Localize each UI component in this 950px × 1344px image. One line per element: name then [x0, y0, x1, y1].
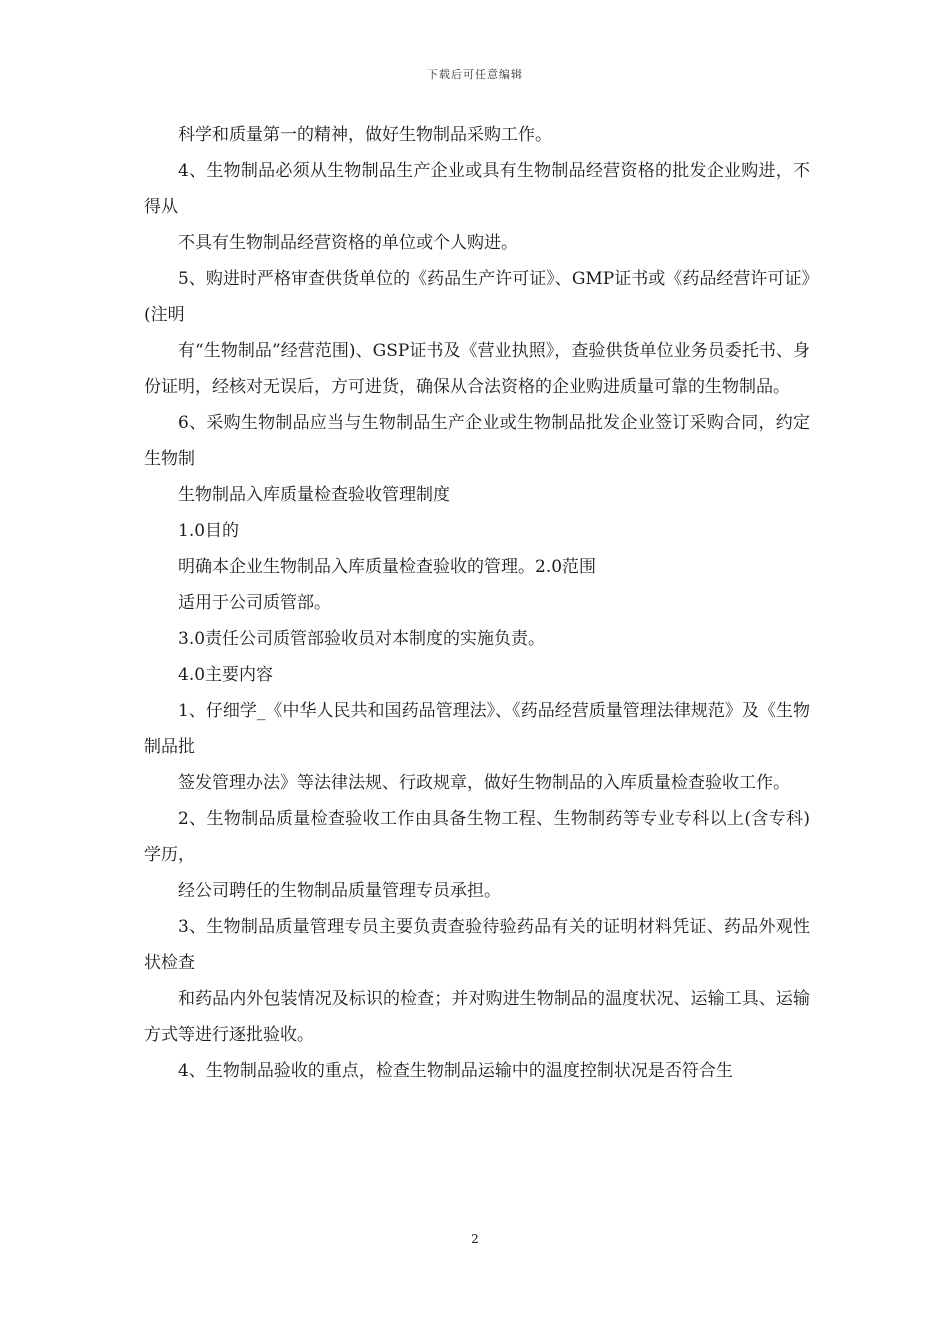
paragraph: 3.0责任公司质管部验收员对本制度的实施负责。: [178, 629, 546, 649]
paragraph: 经公司聘任的生物制品质量管理专员承担。: [178, 881, 501, 901]
paragraph: 和药品内外包装情况及标识的检查；并对购进生物制品的温度状况、运输工具、运输方式等进行逐批验收。: [144, 989, 810, 1045]
paragraph: 6、采购生物制品应当与生物制品生产企业或生物制品批发企业签订采购合同，约定生物制: [144, 413, 810, 469]
paragraph: 适用于公司质管部。: [178, 593, 331, 613]
page-number: 2: [471, 1232, 479, 1246]
section-heading: 4.0主要内容: [178, 665, 274, 685]
paragraph: 不具有生物制品经营资格的单位或个人购进。: [178, 233, 518, 253]
section-title: 生物制品入库质量检查验收管理制度: [178, 485, 450, 505]
paragraph: 1、仔细学_《中华人民共和国药品管理法》、《药品经营质量管理法律规范》及《生物制品批: [144, 701, 810, 757]
paragraph: 有“生物制品”经营范围)、GSP证书及《营业执照》，查验供货单位业务员委托书、身份证明，经核对无误后，方可进货，确保从合法资格的企业购进质量可靠的生物制品。: [144, 341, 810, 397]
section-heading: 1.0目的: [178, 521, 240, 541]
document-body: [144, 117, 810, 1089]
paragraph: 2、生物制品质量检查验收工作由具备生物工程、生物制药等专业专科以上(含专科)学历，: [144, 809, 810, 865]
paragraph: 签发管理办法》等法律法规、行政规章，做好生物制品的入库质量检查验收工作。: [178, 773, 790, 793]
paragraph: 3、生物制品质量管理专员主要负责查验待验药品有关的证明材料凭证、药品外观性状检查: [144, 917, 810, 973]
paragraph: 明确本企业生物制品入库质量检查验收的管理。2.0范围: [178, 557, 597, 577]
paragraph: 5、购进时严格审查供货单位的《药品生产许可证》、GMP证书或《药品经营许可证》(注明: [144, 269, 810, 325]
paragraph: 科学和质量第一的精神，做好生物制品采购工作。: [178, 125, 552, 145]
paragraph: 4、生物制品必须从生物制品生产企业或具有生物制品经营资格的批发企业购进，不得从: [144, 161, 810, 217]
page-header: 下载后可任意编辑: [427, 68, 523, 81]
paragraph: 4、生物制品验收的重点，检查生物制品运输中的温度控制状况是否符合生: [178, 1061, 733, 1081]
